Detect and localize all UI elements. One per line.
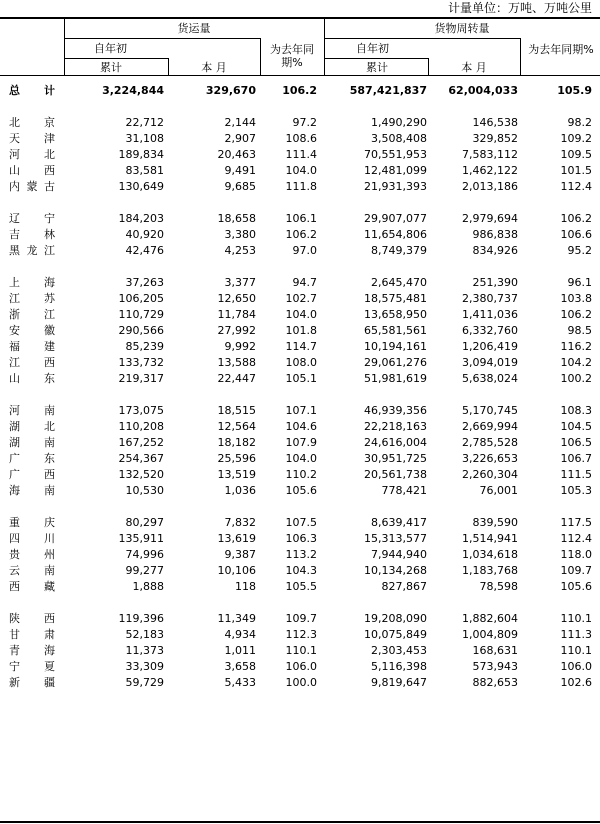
freight-cumulative-cell: 132,520 (118, 468, 164, 481)
freight-cumulative-cell: 110,208 (118, 420, 164, 433)
freight-month-cell: 3,658 (224, 660, 256, 673)
turnover-month-cell: 5,170,745 (462, 404, 518, 417)
turnover-month-cell: 573,943 (472, 660, 518, 673)
turnover-yoy-cell: 106.7 (560, 452, 592, 465)
freight-month-cell: 18,658 (217, 212, 256, 225)
turnover-cumulative-cell: 778,421 (381, 484, 427, 497)
freight-cumulative-cell: 99,277 (125, 564, 164, 577)
header-month-turnover: 本 月 (461, 61, 487, 74)
freight-yoy-cell: 107.1 (285, 404, 317, 417)
turnover-cumulative-cell: 5,116,398 (371, 660, 427, 673)
table-row (0, 419, 600, 435)
region-name: 江 苏 (9, 292, 55, 305)
table-row (0, 371, 600, 387)
freight-cumulative-cell: 37,263 (125, 276, 164, 289)
turnover-yoy-cell: 118.0 (560, 548, 592, 561)
freight-month-cell: 18,182 (217, 436, 256, 449)
turnover-cumulative-cell: 29,061,276 (364, 356, 427, 369)
turnover-cumulative-cell: 20,561,738 (364, 468, 427, 481)
freight-yoy-cell: 109.7 (285, 612, 317, 625)
header-top-rule (0, 17, 600, 19)
freight-yoy-cell: 114.7 (285, 340, 317, 353)
region-name: 青 海 (9, 644, 55, 657)
freight-yoy-cell: 108.0 (285, 356, 317, 369)
region-name: 河 南 (9, 404, 55, 417)
turnover-month-cell: 1,004,809 (462, 628, 518, 641)
table-row (0, 323, 600, 339)
table-row (0, 115, 600, 131)
turnover-cumulative-cell: 46,939,356 (364, 404, 427, 417)
freight-yoy-cell: 104.0 (285, 452, 317, 465)
freight-month-cell: 20,463 (217, 148, 256, 161)
freight-yoy-cell: 104.0 (285, 308, 317, 321)
freight-cumulative-cell: 173,075 (118, 404, 164, 417)
row-spacer (0, 499, 600, 515)
freight-cumulative-cell: 80,297 (125, 516, 164, 529)
freight-cumulative-cell: 11,373 (125, 644, 164, 657)
table-row (0, 275, 600, 291)
freight-yoy-cell: 110.1 (285, 644, 317, 657)
turnover-cumulative-cell: 3,508,408 (371, 132, 427, 145)
freight-cumulative-cell: 33,309 (125, 660, 164, 673)
freight-month-cell: 13,588 (217, 356, 256, 369)
freight-month-cell: 1,011 (224, 644, 256, 657)
freight-cumulative-cell: 106,205 (118, 292, 164, 305)
freight-cumulative-cell: 167,252 (118, 436, 164, 449)
turnover-yoy-cell: 110.1 (560, 644, 592, 657)
freight-cumulative-cell: 290,566 (118, 324, 164, 337)
freight-month-cell: 329,670 (205, 84, 256, 97)
turnover-yoy-cell: 106.2 (560, 308, 592, 321)
freight-month-cell: 11,349 (217, 612, 256, 625)
freight-month-cell: 2,907 (224, 132, 256, 145)
freight-month-cell: 27,992 (217, 324, 256, 337)
turnover-yoy-cell: 106.6 (560, 228, 592, 241)
turnover-month-cell: 1,206,419 (462, 340, 518, 353)
freight-yoy-cell: 101.8 (285, 324, 317, 337)
table-row (0, 563, 600, 579)
header-freight-volume: 货运量 (177, 22, 211, 35)
table-row (0, 163, 600, 179)
table-row (0, 243, 600, 259)
table-row (0, 579, 600, 595)
region-name: 广 西 (9, 468, 55, 481)
region-name: 内蒙古 (9, 180, 55, 193)
turnover-month-cell: 2,979,694 (462, 212, 518, 225)
turnover-yoy-cell: 101.5 (560, 164, 592, 177)
table-row (0, 403, 600, 419)
region-name: 吉 林 (9, 228, 55, 241)
turnover-cumulative-cell: 21,931,393 (364, 180, 427, 193)
turnover-yoy-cell: 103.8 (560, 292, 592, 305)
turnover-month-cell: 2,260,304 (462, 468, 518, 481)
turnover-yoy-cell: 112.4 (560, 180, 592, 193)
turnover-month-cell: 839,590 (472, 516, 518, 529)
table-row (0, 355, 600, 371)
region-name: 安 徽 (9, 324, 55, 337)
freight-cumulative-cell: 254,367 (118, 452, 164, 465)
unit-note: 计量单位：万吨、万吨公里 (447, 1, 592, 15)
header-yoy-freight: 为去年同期% (270, 43, 314, 69)
turnover-month-cell: 3,094,019 (462, 356, 518, 369)
turnover-cumulative-cell: 10,075,849 (364, 628, 427, 641)
turnover-month-cell: 834,926 (472, 244, 518, 257)
region-name: 山 西 (9, 164, 55, 177)
table-row (0, 451, 600, 467)
freight-yoy-cell: 97.2 (292, 116, 317, 129)
freight-cumulative-cell: 31,108 (125, 132, 164, 145)
header-bottom-rule (0, 75, 600, 76)
turnover-yoy-cell: 117.5 (560, 516, 592, 529)
freight-month-cell: 118 (235, 580, 256, 593)
freight-month-cell: 22,447 (217, 372, 256, 385)
turnover-month-cell: 2,669,994 (462, 420, 518, 433)
region-name: 辽 宁 (9, 212, 55, 225)
region-name: 海 南 (9, 484, 55, 497)
turnover-cumulative-cell: 10,194,161 (364, 340, 427, 353)
turnover-yoy-cell: 98.5 (567, 324, 592, 337)
region-name: 黑龙江 (9, 244, 55, 257)
turnover-yoy-cell: 106.5 (560, 436, 592, 449)
freight-yoy-cell: 107.9 (285, 436, 317, 449)
header-vrule (260, 38, 261, 75)
header-ytd-rule-turnover (324, 58, 428, 59)
region-name: 云 南 (9, 564, 55, 577)
turnover-cumulative-cell: 18,575,481 (364, 292, 427, 305)
row-spacer (0, 387, 600, 403)
turnover-cumulative-cell: 29,907,077 (364, 212, 427, 225)
turnover-cumulative-cell: 2,645,470 (371, 276, 427, 289)
freight-cumulative-cell: 3,224,844 (102, 84, 164, 97)
header-vrule (520, 38, 521, 75)
turnover-yoy-cell: 116.2 (560, 340, 592, 353)
freight-yoy-cell: 104.6 (285, 420, 317, 433)
turnover-yoy-cell: 109.7 (560, 564, 592, 577)
turnover-month-cell: 76,001 (479, 484, 518, 497)
freight-month-cell: 4,253 (224, 244, 256, 257)
freight-cumulative-cell: 110,729 (118, 308, 164, 321)
row-spacer (0, 595, 600, 611)
freight-yoy-cell: 105.6 (285, 484, 317, 497)
region-name: 西 藏 (9, 580, 55, 593)
table-row (0, 643, 600, 659)
turnover-yoy-cell: 95.2 (567, 244, 592, 257)
freight-cumulative-cell: 74,996 (125, 548, 164, 561)
freight-cumulative-cell: 219,317 (118, 372, 164, 385)
header-sub-rule-turnover (324, 38, 520, 39)
header-sub-rule-freight (64, 38, 260, 39)
freight-yoy-cell: 108.6 (285, 132, 317, 145)
header-cumulative-turnover: 累计 (366, 61, 388, 74)
region-name: 湖 南 (9, 436, 55, 449)
turnover-yoy-cell: 106.0 (560, 660, 592, 673)
turnover-cumulative-cell: 19,208,090 (364, 612, 427, 625)
turnover-cumulative-cell: 8,639,417 (371, 516, 427, 529)
turnover-cumulative-cell: 1,490,290 (371, 116, 427, 129)
turnover-month-cell: 1,514,941 (462, 532, 518, 545)
header-month-freight: 本 月 (201, 61, 227, 74)
region-name: 新 疆 (9, 676, 55, 689)
header-cumulative-freight: 累计 (100, 61, 122, 74)
freight-yoy-cell: 105.1 (285, 372, 317, 385)
freight-month-cell: 13,619 (217, 532, 256, 545)
region-name: 四 川 (9, 532, 55, 545)
header-ytd-rule-freight (64, 58, 168, 59)
turnover-cumulative-cell: 827,867 (381, 580, 427, 593)
header-yoy-turnover: 为去年同期% (528, 43, 594, 56)
table-row (0, 627, 600, 643)
turnover-month-cell: 329,852 (472, 132, 518, 145)
freight-yoy-cell: 112.3 (285, 628, 317, 641)
freight-yoy-cell: 94.7 (292, 276, 317, 289)
freight-yoy-cell: 111.4 (285, 148, 317, 161)
freight-yoy-cell: 106.1 (285, 212, 317, 225)
turnover-yoy-cell: 100.2 (560, 372, 592, 385)
turnover-yoy-cell: 105.9 (557, 84, 592, 97)
freight-cumulative-cell: 135,911 (118, 532, 164, 545)
freight-month-cell: 11,784 (217, 308, 256, 321)
turnover-cumulative-cell: 15,313,577 (364, 532, 427, 545)
freight-cumulative-cell: 59,729 (125, 676, 164, 689)
turnover-yoy-cell: 111.3 (560, 628, 592, 641)
turnover-month-cell: 1,034,618 (462, 548, 518, 561)
freight-yoy-cell: 107.5 (285, 516, 317, 529)
table-row (0, 179, 600, 195)
table-row (0, 611, 600, 627)
turnover-month-cell: 5,638,024 (462, 372, 518, 385)
turnover-month-cell: 7,583,112 (462, 148, 518, 161)
turnover-yoy-cell: 111.5 (560, 468, 592, 481)
turnover-yoy-cell: 109.5 (560, 148, 592, 161)
region-name: 重 庆 (9, 516, 55, 529)
turnover-month-cell: 2,785,528 (462, 436, 518, 449)
table-row (0, 307, 600, 323)
turnover-yoy-cell: 108.3 (560, 404, 592, 417)
table-row (0, 291, 600, 307)
turnover-cumulative-cell: 51,981,619 (364, 372, 427, 385)
freight-month-cell: 9,992 (224, 340, 256, 353)
freight-month-cell: 10,106 (217, 564, 256, 577)
region-name: 浙 江 (9, 308, 55, 321)
region-name: 贵 州 (9, 548, 55, 561)
turnover-yoy-cell: 104.5 (560, 420, 592, 433)
turnover-month-cell: 78,598 (479, 580, 518, 593)
freight-cumulative-cell: 133,732 (118, 356, 164, 369)
turnover-cumulative-cell: 9,819,647 (371, 676, 427, 689)
freight-cumulative-cell: 52,183 (125, 628, 164, 641)
turnover-month-cell: 6,332,760 (462, 324, 518, 337)
freight-month-cell: 12,564 (217, 420, 256, 433)
table-row (0, 339, 600, 355)
freight-month-cell: 18,515 (217, 404, 256, 417)
turnover-yoy-cell: 110.1 (560, 612, 592, 625)
turnover-cumulative-cell: 2,303,453 (371, 644, 427, 657)
turnover-cumulative-cell: 8,749,379 (371, 244, 427, 257)
table-row (0, 467, 600, 483)
freight-cumulative-cell: 83,581 (125, 164, 164, 177)
region-name: 广 东 (9, 452, 55, 465)
freight-cumulative-cell: 130,649 (118, 180, 164, 193)
freight-cumulative-cell: 22,712 (125, 116, 164, 129)
turnover-cumulative-cell: 30,951,725 (364, 452, 427, 465)
turnover-cumulative-cell: 65,581,561 (364, 324, 427, 337)
table-row (0, 131, 600, 147)
turnover-cumulative-cell: 11,654,806 (364, 228, 427, 241)
freight-month-cell: 9,491 (224, 164, 256, 177)
turnover-yoy-cell: 105.3 (560, 484, 592, 497)
table-row (0, 211, 600, 227)
table-row (0, 483, 600, 499)
region-name: 福 建 (9, 340, 55, 353)
turnover-cumulative-cell: 587,421,837 (349, 84, 427, 97)
region-name: 宁 夏 (9, 660, 55, 673)
row-spacer (0, 195, 600, 211)
freight-yoy-cell: 106.3 (285, 532, 317, 545)
freight-yoy-cell: 106.0 (285, 660, 317, 673)
freight-month-cell: 3,377 (224, 276, 256, 289)
freight-month-cell: 4,934 (224, 628, 256, 641)
freight-yoy-cell: 111.8 (285, 180, 317, 193)
turnover-cumulative-cell: 70,551,953 (364, 148, 427, 161)
turnover-month-cell: 1,882,604 (462, 612, 518, 625)
row-spacer (0, 99, 600, 115)
table-row (0, 227, 600, 243)
region-name: 上 海 (9, 276, 55, 289)
turnover-month-cell: 251,390 (472, 276, 518, 289)
freight-cumulative-cell: 189,834 (118, 148, 164, 161)
freight-month-cell: 25,596 (217, 452, 256, 465)
freight-yoy-cell: 106.2 (285, 228, 317, 241)
turnover-month-cell: 1,183,768 (462, 564, 518, 577)
freight-yoy-cell: 97.0 (292, 244, 317, 257)
turnover-month-cell: 168,631 (472, 644, 518, 657)
freight-month-cell: 3,380 (224, 228, 256, 241)
turnover-month-cell: 62,004,033 (448, 84, 518, 97)
freight-cumulative-cell: 119,396 (118, 612, 164, 625)
region-name: 江 西 (9, 356, 55, 369)
table-row (0, 435, 600, 451)
region-name: 陕 西 (9, 612, 55, 625)
freight-month-cell: 9,685 (224, 180, 256, 193)
freight-yoy-cell: 100.0 (285, 676, 317, 689)
turnover-yoy-cell: 105.6 (560, 580, 592, 593)
table-row (0, 675, 600, 691)
turnover-cumulative-cell: 13,658,950 (364, 308, 427, 321)
freight-month-cell: 7,832 (224, 516, 256, 529)
turnover-month-cell: 2,380,737 (462, 292, 518, 305)
freight-month-cell: 12,650 (217, 292, 256, 305)
region-name: 总 计 (9, 84, 55, 97)
freight-month-cell: 13,519 (217, 468, 256, 481)
table-row (0, 659, 600, 675)
freight-cumulative-cell: 1,888 (132, 580, 164, 593)
freight-cumulative-cell: 184,203 (118, 212, 164, 225)
freight-yoy-cell: 106.2 (282, 84, 317, 97)
table-row (0, 515, 600, 531)
freight-month-cell: 2,144 (224, 116, 256, 129)
turnover-yoy-cell: 102.6 (560, 676, 592, 689)
freight-month-cell: 5,433 (224, 676, 256, 689)
freight-yoy-cell: 110.2 (285, 468, 317, 481)
turnover-yoy-cell: 98.2 (567, 116, 592, 129)
turnover-yoy-cell: 112.4 (560, 532, 592, 545)
turnover-month-cell: 3,226,653 (462, 452, 518, 465)
freight-month-cell: 9,387 (224, 548, 256, 561)
turnover-cumulative-cell: 10,134,268 (364, 564, 427, 577)
freight-yoy-cell: 105.5 (285, 580, 317, 593)
table-row (0, 147, 600, 163)
table-body (0, 83, 600, 691)
table-row (0, 531, 600, 547)
region-name: 湖 北 (9, 420, 55, 433)
turnover-month-cell: 146,538 (472, 116, 518, 129)
turnover-month-cell: 2,013,186 (462, 180, 518, 193)
total-row (0, 83, 600, 99)
region-name: 北 京 (9, 116, 55, 129)
turnover-month-cell: 986,838 (472, 228, 518, 241)
region-name: 山 东 (9, 372, 55, 385)
freight-yoy-cell: 102.7 (285, 292, 317, 305)
turnover-yoy-cell: 104.2 (560, 356, 592, 369)
header-ytd-freight: 自年初 (94, 42, 127, 55)
turnover-month-cell: 882,653 (472, 676, 518, 689)
row-spacer (0, 259, 600, 275)
freight-cumulative-cell: 40,920 (125, 228, 164, 241)
region-name: 河 北 (9, 148, 55, 161)
turnover-month-cell: 1,411,036 (462, 308, 518, 321)
freight-yoy-cell: 104.0 (285, 164, 317, 177)
table-bottom-rule (0, 821, 600, 823)
freight-cumulative-cell: 10,530 (125, 484, 164, 497)
turnover-yoy-cell: 109.2 (560, 132, 592, 145)
turnover-yoy-cell: 106.2 (560, 212, 592, 225)
turnover-cumulative-cell: 7,944,940 (371, 548, 427, 561)
region-name: 天 津 (9, 132, 55, 145)
table-row (0, 547, 600, 563)
freight-yoy-cell: 113.2 (285, 548, 317, 561)
freight-yoy-cell: 104.3 (285, 564, 317, 577)
turnover-cumulative-cell: 24,616,004 (364, 436, 427, 449)
header-turnover: 货物周转量 (434, 22, 490, 35)
header-ytd-turnover: 自年初 (356, 42, 389, 55)
turnover-month-cell: 1,462,122 (462, 164, 518, 177)
freight-cumulative-cell: 85,239 (125, 340, 164, 353)
freight-cumulative-cell: 42,476 (125, 244, 164, 257)
freight-month-cell: 1,036 (224, 484, 256, 497)
turnover-cumulative-cell: 12,481,099 (364, 164, 427, 177)
region-name: 甘 肃 (9, 628, 55, 641)
turnover-cumulative-cell: 22,218,163 (364, 420, 427, 433)
turnover-yoy-cell: 96.1 (567, 276, 592, 289)
